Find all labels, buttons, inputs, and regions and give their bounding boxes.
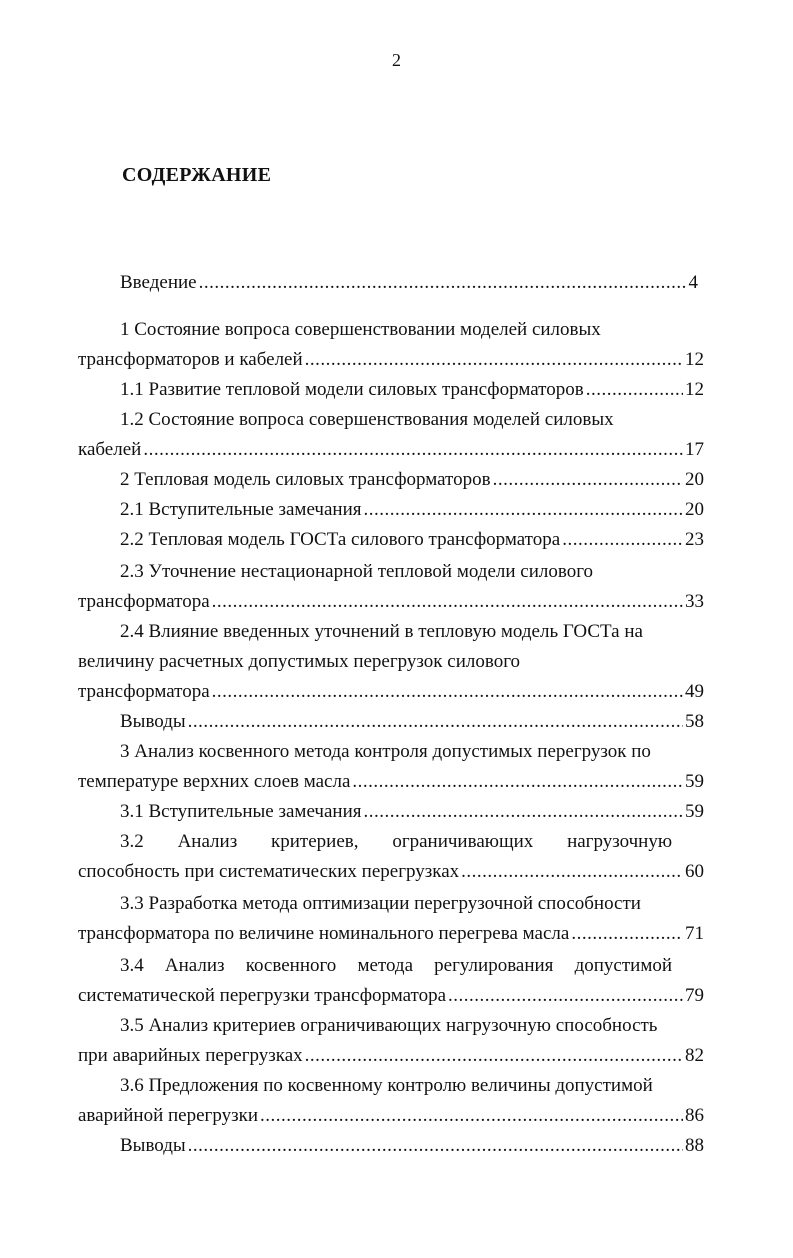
word: допустимой [574, 955, 673, 976]
toc-entry-text: температуре верхних слоев масла [78, 771, 351, 792]
toc-entry-s3-4-line1 [120, 954, 672, 978]
toc-entry-s2-4-line1: 2.4 Влияние введенных уточнений в тепловую модель ГОСТа на [120, 621, 643, 642]
word: Анализ [164, 955, 225, 976]
toc-page-number: 4 [688, 272, 698, 293]
toc-page-number: 59 [685, 771, 704, 792]
dot-leader [260, 1104, 683, 1128]
dot-leader [352, 770, 683, 794]
toc-entry-s1-2-line1: 1.2 Состояние вопроса совершенствования моделей силовых [120, 409, 614, 430]
toc-entry-intro [120, 271, 698, 295]
toc-entry-s2-2 [120, 528, 704, 552]
dot-leader [199, 271, 687, 295]
toc-entry-s3-5 [78, 1044, 704, 1068]
dot-leader [305, 348, 683, 372]
toc-entry-text: кабелей [78, 439, 142, 460]
toc-entry-text: Выводы [120, 1135, 186, 1156]
toc-page-number: 20 [685, 499, 704, 520]
toc-page-number: 20 [685, 469, 704, 490]
toc-entry-text: 1.1 Развитие тепловой модели силовых трансформаторов [120, 379, 584, 400]
toc-entry-s3-4 [78, 984, 704, 1008]
toc-page-number: 58 [685, 711, 704, 732]
toc-entry-s3 [78, 770, 704, 794]
toc-page-number: 79 [685, 985, 704, 1006]
toc-entry-text: Введение [120, 272, 197, 293]
toc-page-number: 23 [685, 529, 704, 550]
toc-entry-s2-3 [78, 590, 704, 614]
toc-page-number: 60 [685, 861, 704, 882]
toc-entry-text: трансформатора [78, 681, 210, 702]
page-title: СОДЕРЖАНИЕ [122, 164, 272, 186]
toc-entry-s3-2 [78, 860, 704, 884]
toc-entry-s2-1 [120, 498, 704, 522]
toc-entry-conclusions-3 [120, 1134, 704, 1158]
toc-entry-s3-line1: 3 Анализ косвенного метода контроля допустимых перегрузок по [120, 741, 651, 762]
toc-entry-text: 3.1 Вступительные замечания [120, 801, 362, 822]
toc-page-number: 33 [685, 591, 704, 612]
toc-page-number: 17 [685, 439, 704, 460]
toc-entry-text: при аварийных перегрузках [78, 1045, 303, 1066]
toc-entry-s1 [78, 348, 704, 372]
dot-leader [188, 1134, 683, 1158]
toc-entry-s1-1 [120, 378, 704, 402]
dot-leader [188, 710, 683, 734]
toc-entry-text: способность при систематических перегрузках [78, 861, 460, 882]
toc-entry-s3-2-line1 [120, 830, 672, 854]
toc-page-number: 86 [685, 1105, 704, 1126]
toc-entry-s3-3 [78, 922, 704, 946]
dot-leader [493, 468, 683, 492]
dot-leader [562, 528, 683, 552]
toc-entry-text: 2.2 Тепловая модель ГОСТа силового трансформатора [120, 529, 561, 550]
word: нагрузочную [567, 831, 673, 852]
toc-entry-text: Выводы [120, 711, 186, 732]
dot-leader [448, 984, 683, 1008]
toc-entry-s3-3-line1: 3.3 Разработка метода оптимизации перегрузочной способности [120, 893, 641, 914]
word: ограничивающих [392, 831, 534, 852]
toc-entry-text: 2.1 Вступительные замечания [120, 499, 362, 520]
toc-page-number: 59 [685, 801, 704, 822]
toc-entry-s2 [120, 468, 704, 492]
toc-page-number: 12 [685, 349, 704, 370]
dot-leader [363, 800, 683, 824]
toc-entry-s2-4 [78, 680, 704, 704]
toc-page-number: 49 [685, 681, 704, 702]
toc-page-number: 71 [685, 923, 704, 944]
dot-leader [586, 378, 683, 402]
toc-entry-text: трансформатора по величине номинального перегрева масла [78, 923, 570, 944]
toc-entry-s3-6 [78, 1104, 704, 1128]
dot-leader [212, 590, 683, 614]
toc-entry-s1-line1: 1 Состояние вопроса совершенствовании моделей силовых [120, 319, 601, 340]
word: косвенного [245, 955, 337, 976]
toc-entry-text: 2 Тепловая модель силовых трансформаторов [120, 469, 491, 490]
toc-entry-text: трансформатора [78, 591, 210, 612]
dot-leader [363, 498, 683, 522]
toc-entry-s2-3-line1: 2.3 Уточнение нестационарной тепловой модели силового [120, 561, 594, 582]
toc-entry-text: систематической перегрузки трансформатора [78, 985, 447, 1006]
toc-entry-conclusions-2 [120, 710, 704, 734]
toc-entry-s3-1 [120, 800, 704, 824]
dot-leader [461, 860, 683, 884]
toc-page-number: 12 [685, 379, 704, 400]
word: 3.2 [120, 831, 144, 852]
word: критериев, [271, 831, 359, 852]
toc-page-number: 88 [685, 1135, 704, 1156]
toc-entry-text: трансформаторов и кабелей [78, 349, 303, 370]
toc-entry-s1-2 [78, 438, 704, 462]
word: регулирования [434, 955, 554, 976]
dot-leader [305, 1044, 683, 1068]
page-number: 2 [392, 50, 401, 70]
toc-page-number: 82 [685, 1045, 704, 1066]
word: Анализ [177, 831, 238, 852]
toc-entry-s2-4-line2: величину расчетных допустимых перегрузок силового [78, 651, 521, 672]
dot-leader [143, 438, 683, 462]
word: 3.4 [120, 955, 144, 976]
toc-entry-text: аварийной перегрузки [78, 1105, 258, 1126]
dot-leader [212, 680, 683, 704]
toc-entry-s3-5-line1: 3.5 Анализ критериев ограничивающих нагрузочную способность [120, 1015, 658, 1036]
word: метода [357, 955, 414, 976]
toc-entry-s3-6-line1: 3.6 Предложения по косвенному контролю величины допустимой [120, 1075, 653, 1096]
dot-leader [571, 922, 683, 946]
